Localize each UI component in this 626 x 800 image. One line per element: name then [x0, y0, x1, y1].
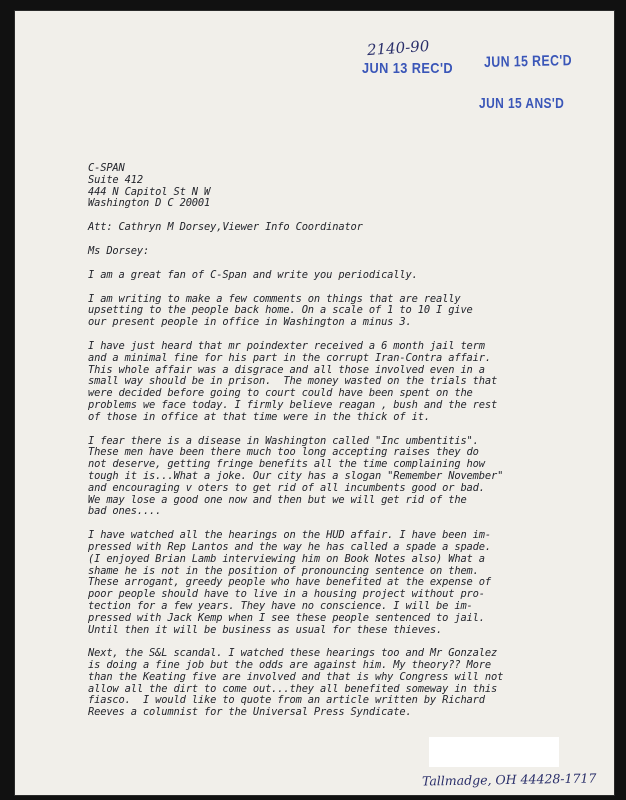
- letter-paragraph: [88, 341, 580, 424]
- paragraph-line: tection for a few years. They have no conscience. I will be im-: [88, 599, 473, 612]
- paragraph-line: than the Keating five are involved and that is why Congress will not: [88, 670, 504, 683]
- paragraph-line: I fear there is a disease in Washington called "Inc umbentitis".: [88, 434, 479, 447]
- paragraph-line: Next, the S&L scandal. I watched these hearings too and Mr Gonzalez: [88, 647, 498, 660]
- paragraph-line: (I enjoyed Brian Lamb interviewing him on Book Notes also) What a: [88, 552, 485, 565]
- paragraph-line: and encouraging v oters to get rid of all incumbents good or bad.: [88, 481, 485, 494]
- paragraph-line: pressed with Jack Kemp when I see these people sentenced to jail.: [88, 611, 485, 624]
- redaction-box: [429, 737, 559, 767]
- paragraph-line: I am writing to make a few comments on things that are really: [88, 292, 461, 305]
- letter-paragraph: [88, 530, 580, 636]
- salutation: Ms Dorsey:: [88, 244, 150, 257]
- paragraph-line: poor people should have to live in a housing project without pro-: [88, 588, 485, 601]
- paragraph-line: These men have been there much too long accepting raises they do: [88, 446, 479, 459]
- paragraph-line: fiasco. I would like to quote from an article written by Richard: [88, 694, 485, 707]
- attention-line: Att: Cathryn M Dorsey,Viewer Info Coordinator: [88, 221, 363, 234]
- address-line: Suite 412: [88, 173, 143, 186]
- paragraph-line: bad ones....: [88, 505, 162, 518]
- file-number-handwriting: 2140-90: [366, 36, 430, 60]
- paragraph-line: I have just heard that mr poindexter received a 6 month jail term: [88, 339, 485, 352]
- received-stamp-2: JUN 15 REC'D: [484, 52, 573, 71]
- answered-stamp: JUN 15 ANS'D: [479, 95, 565, 112]
- received-stamp-1: JUN 13 REC'D: [362, 60, 454, 77]
- address-line: Washington D C 20001: [88, 197, 211, 210]
- paragraph-line: not deserve, getting fringe benefits all the time complaining how: [88, 458, 485, 471]
- paragraph-line: upsetting to the people back home. On a scale of 1 to 10 I give: [88, 304, 473, 317]
- paragraph-line: allow all the dirt to come out...they all benefited someway in this: [88, 682, 498, 695]
- paragraph-line: is doing a fine job but the odds are against him. My theory?? More: [88, 659, 491, 672]
- paragraph-line: We may lose a good one now and then but we will get rid of the: [88, 493, 467, 506]
- footer-handwriting: Tallmadge, OH 44428-1717: [421, 770, 597, 789]
- letter-paragraph: [88, 270, 580, 282]
- paragraph-line: pressed with Rep Lantos and the way he has called a spade a spade.: [88, 540, 491, 553]
- paragraph-line: shame he is not in the position of pronouncing sentence on them.: [88, 564, 479, 577]
- paragraph-line: and a minimal fine for his part in the corrupt Iran-Contra affair.: [88, 351, 491, 364]
- address-line: C-SPAN: [88, 162, 125, 174]
- paragraph-line: Reeves a columnist for the Universal Press Syndicate.: [88, 706, 412, 719]
- paragraph-line: of those in office at that time were in the thick of it.: [88, 410, 430, 423]
- paragraph-line: our present people in office in Washington a minus 3.: [88, 316, 412, 329]
- paragraph-line: were decided before going to court could have been spent on the: [88, 387, 473, 400]
- paragraph-line: This whole affair was a disgrace and all those involved even in a: [88, 363, 485, 376]
- paragraph-line: small way should be in prison. The money wasted on the trials that: [88, 375, 498, 388]
- letter-paragraph: [88, 294, 580, 329]
- paragraph-line: I have watched all the hearings on the HUD affair. I have been im-: [88, 529, 491, 542]
- recipient-address: [88, 163, 580, 210]
- letter-body: [88, 163, 580, 719]
- letter-paragraphs: [88, 270, 580, 719]
- address-line: 444 N Capitol St N W: [88, 185, 211, 198]
- paragraph-line: Until then it will be business as usual for these thieves.: [88, 623, 443, 636]
- paragraph-line: I am a great fan of C-Span and write you periodically.: [88, 268, 418, 281]
- letter-paragraph: [88, 648, 580, 719]
- paragraph-line: problems we face today. I firmly believe reagan , bush and the rest: [88, 398, 498, 411]
- paragraph-line: tough it is...What a joke. Our city has a slogan "Remember November": [88, 469, 504, 482]
- letter-paragraph: [88, 436, 580, 519]
- paragraph-line: These arrogant, greedy people who have benefited at the expense of: [88, 576, 491, 589]
